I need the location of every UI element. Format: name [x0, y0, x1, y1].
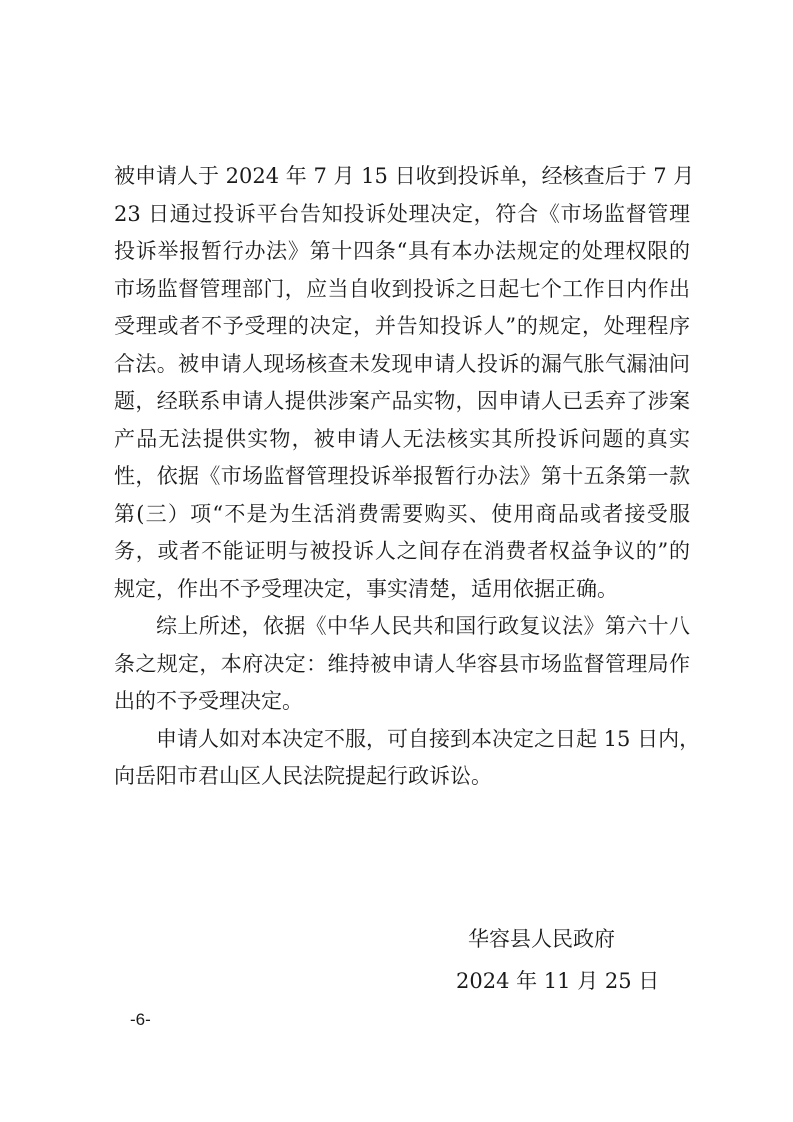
text-line: 出的不予受理决定。: [114, 689, 303, 713]
signing-organization: 华容县人民政府: [468, 927, 615, 951]
paragraph-decision: [114, 608, 690, 721]
text-line: 市场监督管理部门，应当自收到投诉之日起七个工作日内作出: [114, 276, 690, 301]
text-line: 性，依据《市场监督管理投诉举报暂行办法》第十五条第一款: [114, 464, 690, 488]
text-line: 条之规定，本府决定：维持被申请人华容县市场监督管理局作: [114, 651, 690, 676]
text-line: 产品无法提供实物，被申请人无法核实其所投诉问题的真实: [114, 426, 690, 451]
text-line: 务，或者不能证明与被投诉人之间存在消费者权益争议的”的: [114, 539, 690, 563]
text-line: 被申请人于 2024 年 7 月 15 日收到投诉单，经核查后于 7 月: [114, 164, 695, 188]
paragraph-review-reasoning: [114, 158, 695, 608]
text-line: 向岳阳市君山区人民法院提起行政诉讼。: [114, 764, 492, 788]
paragraph-appeal-notice: [114, 721, 701, 796]
text-line: 受理或者不予受理的决定，并告知投诉人”的规定，处理程序: [114, 314, 690, 338]
signature-block: [440, 918, 660, 1002]
text-line: 23 日通过投诉平台告知投诉处理决定，符合《市场监督管理: [114, 201, 690, 226]
text-line: 规定，作出不予受理决定，事实清楚，适用依据正确。: [114, 576, 618, 601]
page-number: -6-: [130, 1010, 151, 1029]
document-body: [114, 158, 701, 796]
text-line: 投诉举报暂行办法》第十四条“具有本办法规定的处理权限的: [114, 239, 690, 263]
text-line: 合法。被申请人现场核查未发现申请人投诉的漏气胀气漏油问: [114, 351, 690, 376]
text-line: 第(三）项“不是为生活消费需要购买、使用商品或者接受服: [114, 501, 690, 526]
text-line: 综上所述，依据《中华人民共和国行政复议法》第六十八: [156, 614, 690, 638]
signing-date: 2024 年 11 月 25 日: [456, 969, 660, 993]
text-line: 题，经联系申请人提供涉案产品实物，因申请人已丢弃了涉案: [114, 389, 690, 413]
text-line: 申请人如对本决定不服，可自接到本决定之日起 15 日内，: [156, 726, 701, 751]
